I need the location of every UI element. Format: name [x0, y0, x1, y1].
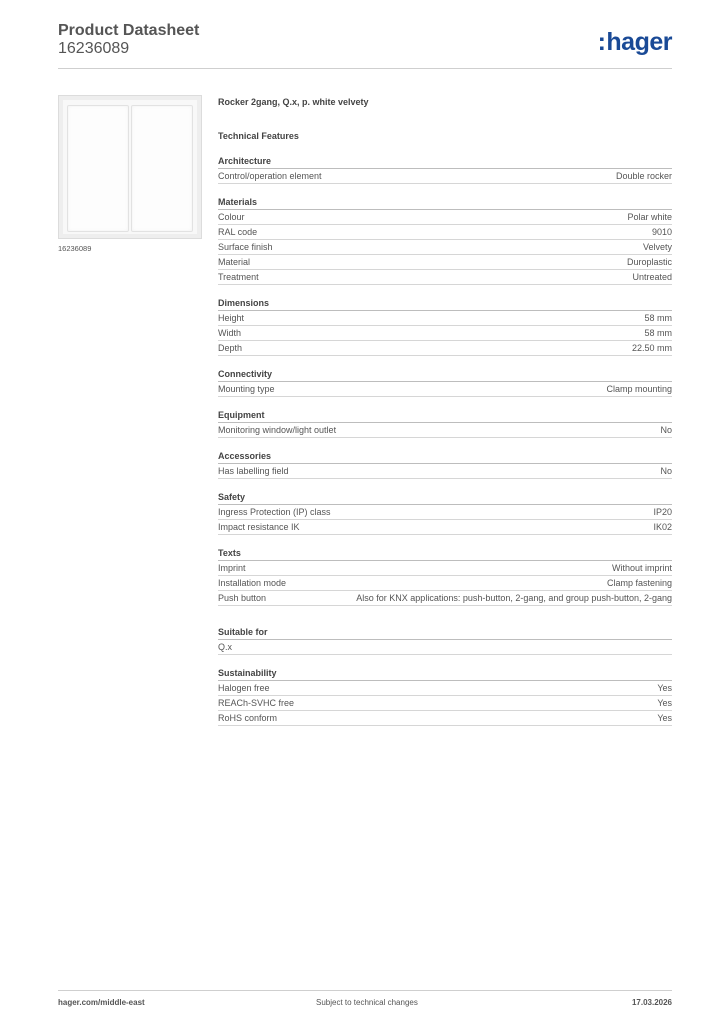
- spec-key: Height: [218, 312, 245, 323]
- spec-value: 58 mm: [644, 327, 672, 338]
- spec-row: [218, 255, 672, 270]
- spec-key: Mounting type: [218, 383, 275, 394]
- image-caption: 16236089: [58, 244, 92, 253]
- spec-section: [218, 450, 672, 479]
- spec-key: Surface finish: [218, 241, 273, 252]
- section-heading: Architecture: [218, 155, 672, 169]
- spec-value: 58 mm: [644, 312, 672, 323]
- spec-value: 9010: [651, 226, 672, 237]
- section-heading: Materials: [218, 196, 672, 210]
- spec-row: [218, 210, 672, 225]
- product-image: [58, 95, 202, 239]
- spec-key: Colour: [218, 211, 245, 222]
- spec-section: [218, 491, 672, 535]
- spec-value: Untreated: [632, 271, 672, 282]
- spec-key: Monitoring window/light outlet: [218, 424, 337, 435]
- spec-row: [218, 591, 672, 606]
- hager-logo: [598, 28, 672, 56]
- spec-row: [218, 561, 672, 576]
- spec-section: [218, 196, 672, 285]
- switch-frame: [63, 100, 197, 234]
- spec-section: [218, 368, 672, 397]
- spec-value: Yes: [657, 682, 672, 693]
- footer-date: 17.03.2026: [631, 998, 672, 1007]
- spec-key: Has labelling field: [218, 465, 289, 476]
- footer-notice: Subject to technical changes: [316, 998, 418, 1007]
- spec-row: [218, 341, 672, 356]
- footer-website: hager.com/middle-east: [58, 998, 145, 1007]
- spec-value: Yes: [657, 697, 672, 708]
- footer-divider: [58, 990, 672, 991]
- spec-row: [218, 382, 672, 397]
- spec-value: No: [660, 424, 672, 435]
- spec-row: [218, 520, 672, 535]
- header-divider: [58, 68, 672, 69]
- section-heading: Accessories: [218, 450, 672, 464]
- spec-key: Installation mode: [218, 577, 287, 588]
- spec-value: IP20: [653, 506, 672, 517]
- spec-key: RAL code: [218, 226, 258, 237]
- spec-section: [218, 297, 672, 356]
- section-heading: Texts: [218, 547, 672, 561]
- spec-key: Width: [218, 327, 242, 338]
- spec-row: [218, 423, 672, 438]
- spec-value: Polar white: [627, 211, 672, 222]
- spec-value: 22.50 mm: [631, 342, 672, 353]
- technical-features-heading: Technical Features: [218, 131, 299, 141]
- spec-value: Clamp fastening: [606, 577, 672, 588]
- logo-colon-icon: :: [597, 28, 606, 56]
- spec-key: Halogen free: [218, 682, 270, 693]
- spec-key: Control/operation element: [218, 170, 322, 181]
- spec-key: Impact resistance IK: [218, 521, 300, 532]
- spec-sections: [218, 155, 672, 726]
- spec-row: [218, 240, 672, 255]
- spec-section: [218, 547, 672, 606]
- spec-row: [218, 464, 672, 479]
- spec-key: Imprint: [218, 562, 246, 573]
- spec-row: [218, 711, 672, 726]
- spec-key: Treatment: [218, 271, 259, 282]
- section-heading: Sustainability: [218, 667, 672, 681]
- section-heading: Connectivity: [218, 368, 672, 382]
- spec-key: RoHS conform: [218, 712, 278, 723]
- spec-value: Duroplastic: [626, 256, 672, 267]
- spec-row: [218, 326, 672, 341]
- spec-row: [218, 696, 672, 711]
- spec-value: No: [660, 465, 672, 476]
- spec-key: Push button: [218, 592, 267, 603]
- spec-value: Clamp mounting: [606, 383, 672, 394]
- spec-section: [218, 155, 672, 184]
- page-title: Product Datasheet: [58, 22, 200, 39]
- section-heading: Safety: [218, 491, 672, 505]
- spec-key: REACh-SVHC free: [218, 697, 295, 708]
- spec-key: Depth: [218, 342, 243, 353]
- product-description: Rocker 2gang, Q.x, p. white velvety: [218, 97, 369, 107]
- spec-row: [218, 270, 672, 285]
- section-heading: Equipment: [218, 409, 672, 423]
- spec-value: Also for KNX applications: push-button, 2-gang, and group push-button, 2-gang: [356, 592, 672, 603]
- spec-value: Double rocker: [615, 170, 672, 181]
- rocker-right: [131, 105, 193, 232]
- spec-value: Velvety: [642, 241, 672, 252]
- spec-row: [218, 169, 672, 184]
- spec-row: [218, 225, 672, 240]
- spec-value: Yes: [657, 712, 672, 723]
- spec-row: [218, 505, 672, 520]
- spec-value: IK02: [653, 521, 672, 532]
- spec-section: [218, 626, 672, 655]
- header: [58, 22, 199, 58]
- spec-key: Q.x: [218, 641, 233, 652]
- logo-text: hager: [606, 28, 672, 56]
- section-heading: Suitable for: [218, 626, 672, 640]
- section-heading: Dimensions: [218, 297, 672, 311]
- spec-section: [218, 667, 672, 726]
- spec-key: Material: [218, 256, 251, 267]
- spec-value: Without imprint: [611, 562, 672, 573]
- product-number: 16236089: [58, 40, 130, 57]
- spec-key: Ingress Protection (IP) class: [218, 506, 331, 517]
- spec-content: [218, 95, 672, 726]
- spec-section: [218, 409, 672, 438]
- spec-row: [218, 681, 672, 696]
- rocker-left: [67, 105, 129, 232]
- spec-row: [218, 576, 672, 591]
- spec-row: [218, 640, 672, 655]
- spec-row: [218, 311, 672, 326]
